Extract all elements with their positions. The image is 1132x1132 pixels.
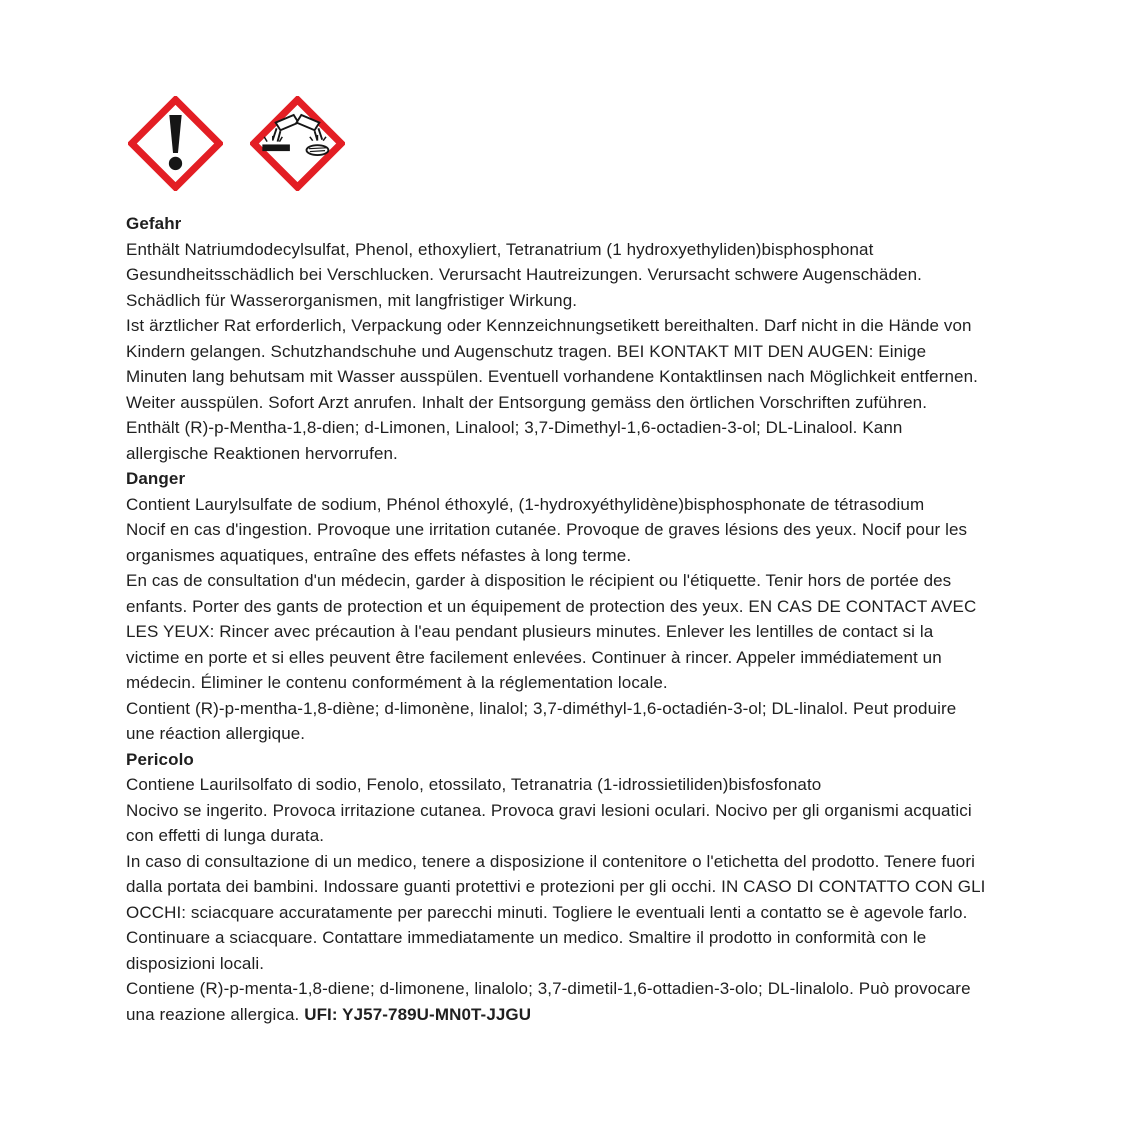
hazard-statements-fr: Nocif en cas d'ingestion. Provoque une irritation cutanée. Provoque de graves lésions des yeux. Nocif pour les organismes aquatiques, entraîne des effets néfastes à long terme. [126, 520, 968, 565]
hazard-statements-de: Gesundheitsschädlich bei Verschlucken. Verursacht Hautreizungen. Verursacht schwere Augenschäden. Schädlich für Wasserorganismen, mit langfristiger Wirkung. [126, 265, 922, 310]
precautionary-statements-de: Ist ärztlicher Rat erforderlich, Verpackung oder Kennzeichnungsetikett bereithalten. Darf nicht in die Hände von Kindern gelangen. Schutzhandschuhe und Augenschutz tragen. BEI KONTAKT MIT DEN AUGEN: Einige Minuten lang behutsam mit Wasser ausspülen. Eventuell vorhandene Kontaktlinsen nach Möglichkeit entfernen. Weiter ausspülen. Sofort Arzt anrufen. Inhalt der Entsorgung gemäss den örtlichen Vorschriften zuführen. [126, 316, 978, 412]
signal-word-fr: Danger [126, 469, 186, 488]
allergen-text-it: Contiene (R)-p-menta-1,8-diene; d-limonene, linalolo; 3,7-dimetil-1,6-ottadien-3-olo; DL-linalolo. Può provocare una reazione allergica. [126, 979, 971, 1024]
contains-statement-it: Contiene Laurilsolfato di sodio, Fenolo, etossilato, Tetranatria (1-idrossietiliden)bisfosfonato [126, 775, 822, 794]
label-text [126, 211, 988, 1027]
contains-statement-fr: Contient Laurylsulfate de sodium, Phénol éthoxylé, (1-hydroxyéthylidène)bisphosphonate de tétrasodium [126, 494, 925, 514]
allergen-statement-it [126, 976, 988, 1027]
contains-statement-de: Enthält Natriumdodecylsulfat, Phenol, ethoxyliert, Tetranatrium (1 hydroxyethyliden)bisphosphonat [126, 239, 874, 259]
signal-word-it: Pericolo [126, 749, 194, 769]
ghs05-corrosion-icon [250, 96, 345, 191]
hazard-statements-it: Nocivo se ingerito. Provoca irritazione cutanea. Provoca gravi lesioni oculari. Nocivo per gli organismi acquatici con effetti di lunga durata. [126, 800, 972, 845]
ufi-code: UFI: YJ57-789U-MN0T-JJGU [304, 1004, 532, 1024]
pictogram-row [128, 96, 988, 191]
precautionary-statements-fr: En cas de consultation d'un médecin, garder à disposition le récipient ou l'étiquette. Tenir hors de portée des enfants. Porter des gants de protection et un équipement de protection des yeux. EN CAS DE CONTACT AVEC LES YEUX: Rincer avec précaution à l'eau pendant plusieurs minutes. Enlever les lentilles de contact si la victime en porte et si elles peuvent être facilement enlevées. Continuer à rincer. Appeler immédiatement un médecin. Éliminer le contenu conformément à la réglementation locale. [126, 571, 977, 692]
allergen-statement-de: Enthält (R)-p-Mentha-1,8-dien; d-Limonen, Linalool; 3,7-Dimethyl-1,6-octadien-3-ol; DL-Linalool. Kann allergische Reaktionen hervorrufen. [126, 418, 903, 463]
precautionary-statements-it: In caso di consultazione di un medico, tenere a disposizione il contenitore o l'etichetta del prodotto. Tenere fuori dalla portata dei bambini. Indossare guanti protettivi e protezioni per gli occhi. IN CASO DI CONTATTO CON GLI OCCHI: sciacquare accuratamente per parecchi minuti. Togliere le eventuali lenti a contatto se è agevole farlo. Continuare a sciacquare. Contattare immediatamente un medico. Smaltire il prodotto in conformità con le disposizioni locali. [126, 851, 986, 973]
signal-word-de: Gefahr [126, 214, 182, 233]
ghs07-exclamation-icon [128, 96, 223, 191]
label-content [126, 96, 988, 1027]
allergen-statement-fr: Contient (R)-p-mentha-1,8-diène; d-limonène, linalol; 3,7-diméthyl-1,6-octadién-3-ol; DL-linalol. Peut produire une réaction allergique. [126, 698, 957, 743]
